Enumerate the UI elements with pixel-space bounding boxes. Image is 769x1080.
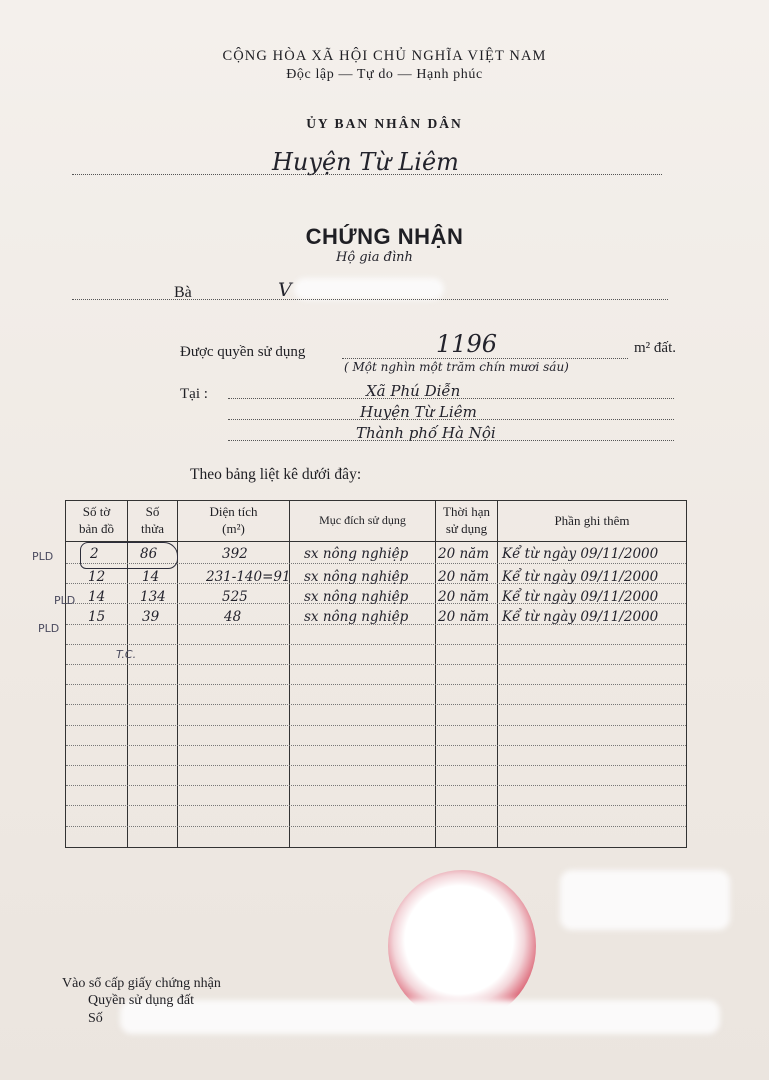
row4-purpose: sx nông nghiệp bbox=[304, 609, 409, 625]
district-handwritten: Huyện Từ Liêm bbox=[272, 148, 459, 176]
col-divider bbox=[289, 500, 290, 848]
margin-mark: PLD bbox=[54, 594, 76, 607]
col-header-area: Diện tích (m²) bbox=[209, 504, 258, 536]
margin-mark: PLD bbox=[32, 550, 54, 563]
table-row-rule bbox=[66, 805, 686, 806]
table-row-rule bbox=[66, 826, 686, 827]
col-header-note: Phần ghi thêm bbox=[554, 513, 630, 528]
row1-sheet: 2 bbox=[90, 546, 99, 562]
row3-purpose: sx nông nghiệp bbox=[304, 589, 409, 605]
table-row-rule bbox=[66, 644, 686, 645]
row2-sheet: 12 bbox=[88, 569, 106, 585]
row3-parcel: 134 bbox=[140, 589, 166, 605]
location-commune: Xã Phú Diễn bbox=[366, 382, 461, 400]
row1-note: Kể từ ngày 09/11/2000 bbox=[502, 546, 659, 562]
redacted-name bbox=[294, 278, 444, 300]
row3-sheet: 14 bbox=[88, 589, 106, 605]
holder-dotted-line bbox=[72, 299, 668, 300]
table-row-rule bbox=[66, 785, 686, 786]
registry-number-label: Số bbox=[88, 1011, 103, 1026]
table-row-rule bbox=[66, 765, 686, 766]
table-row-rule bbox=[66, 684, 686, 685]
row4-term: 20 năm bbox=[438, 609, 490, 625]
col-header-purpose: Mục đích sử dụng bbox=[319, 513, 406, 527]
col-header-parcel: Số thửa bbox=[141, 504, 164, 536]
row4-note: Kể từ ngày 09/11/2000 bbox=[502, 609, 659, 625]
col-header-term: Thời hạn sử dụng bbox=[443, 504, 490, 536]
redacted-signature bbox=[560, 870, 730, 930]
row3-term: 20 năm bbox=[438, 589, 490, 605]
district-line bbox=[228, 419, 674, 420]
row3-note: Kể từ ngày 09/11/2000 bbox=[502, 589, 659, 605]
row2-parcel: 14 bbox=[142, 569, 160, 585]
row3-area: 525 bbox=[222, 589, 248, 605]
motto: Độc lập — Tự do — Hạnh phúc bbox=[286, 67, 483, 82]
committee-title: ỦY BAN NHÂN DÂN bbox=[306, 116, 463, 131]
location-label: Tại : bbox=[180, 386, 208, 402]
country-header: CỘNG HÒA XÃ HỘI CHỦ NGHĨA VIỆT NAM bbox=[222, 48, 547, 64]
land-area-value: 1196 bbox=[436, 330, 498, 358]
land-use-label: Được quyền sử dụng bbox=[180, 344, 306, 360]
row2-purpose: sx nông nghiệp bbox=[304, 569, 409, 585]
commune-dotted-line bbox=[228, 398, 674, 399]
row4-sheet: 15 bbox=[88, 609, 106, 625]
row1-term: 20 năm bbox=[438, 546, 490, 562]
row4-area: 48 bbox=[224, 609, 242, 625]
holder-prefix: Bà bbox=[174, 284, 192, 301]
row1-purpose: sx nông nghiệp bbox=[304, 546, 409, 562]
col-header-sheet: Số tờ bản đồ bbox=[78, 504, 115, 536]
col-divider bbox=[497, 500, 498, 848]
location-district: Huyện Từ Liêm bbox=[360, 403, 477, 421]
table-row-rule bbox=[66, 725, 686, 726]
row1-area: 392 bbox=[222, 546, 248, 562]
row1-parcel: 86 bbox=[140, 546, 158, 562]
area-in-words: ( Một nghìn một trăm chín mươi sáu) bbox=[344, 360, 569, 374]
certificate-title: CHỨNG NHẬN bbox=[305, 224, 464, 249]
area-unit: m² đất. bbox=[634, 340, 676, 356]
table-row-rule bbox=[66, 745, 686, 746]
col-divider bbox=[435, 500, 436, 848]
holder-name: V bbox=[278, 279, 292, 301]
registry-label: Vào sổ cấp giấy chứng nhận bbox=[62, 976, 221, 991]
row2-term: 20 năm bbox=[438, 569, 490, 585]
redacted-number bbox=[120, 1000, 720, 1034]
pencil-note: T.C. bbox=[116, 648, 137, 661]
table-row-rule bbox=[66, 704, 686, 705]
household-label: Hộ gia đình bbox=[336, 250, 413, 265]
pen-circle bbox=[80, 542, 178, 569]
table-row-rule bbox=[66, 664, 686, 665]
location-city: Thành phố Hà Nội bbox=[356, 424, 496, 442]
registry-book: Quyền sử dụng đất bbox=[88, 993, 194, 1008]
row2-note: Kể từ ngày 09/11/2000 bbox=[502, 569, 659, 585]
area-dotted-line bbox=[342, 358, 628, 359]
city-dotted-line bbox=[228, 440, 674, 441]
list-intro: Theo bảng liệt kê dưới đây: bbox=[190, 466, 362, 483]
row4-parcel: 39 bbox=[142, 609, 160, 625]
margin-mark: PLD bbox=[38, 622, 60, 635]
row2-area: 231-140=91 bbox=[206, 569, 291, 585]
district-dotted-line bbox=[72, 174, 662, 175]
